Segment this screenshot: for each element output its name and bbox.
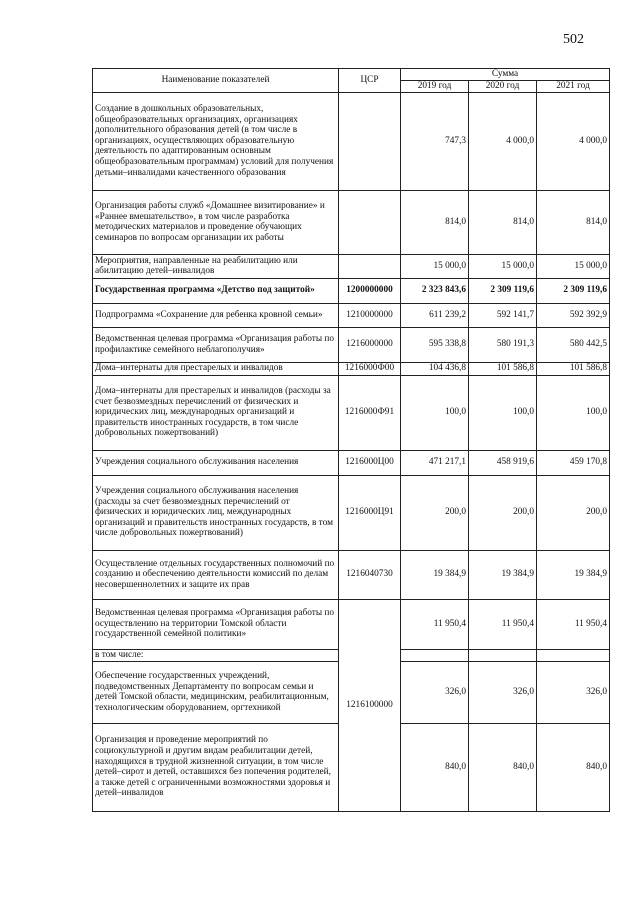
table-row: [93, 278, 610, 303]
row-value-2021: 200,0: [537, 475, 610, 550]
row-csr: 1216000Ц91: [339, 475, 401, 550]
header-year-2020: 2020 год: [469, 80, 537, 92]
header-year-2021: 2021 год: [537, 80, 610, 92]
row-value-2020: [469, 649, 537, 661]
row-csr: [339, 92, 401, 190]
header-year-2019: 2019 год: [401, 80, 469, 92]
row-name: Мероприятия, направленные на реабилитацию или абилитацию детей–инвалидов: [93, 254, 339, 278]
table-row: [93, 450, 610, 475]
row-value-2020: 2 309 119,6: [469, 278, 537, 303]
row-csr: 1216000Ф91: [339, 375, 401, 450]
row-value-2019: 471 217,1: [401, 450, 469, 475]
row-value-2021: 592 392,9: [537, 303, 610, 327]
row-value-2020: 15 000,0: [469, 254, 537, 278]
row-value-2019: 840,0: [401, 723, 469, 811]
row-value-2020: 11 950,4: [469, 599, 537, 649]
row-name: Обеспечение государственных учреждений, подведомственных Департаменту по вопросам семьи и детей Томской области, медицинским, реабилитационным, технологическим оборудованием, оргтехникой: [93, 661, 339, 723]
row-name: Осуществление отдельных государственных полномочий по созданию и обеспечению деятельности комиссий по делам несовершеннолетних и защите их прав: [93, 550, 339, 599]
row-value-2021: 326,0: [537, 661, 610, 723]
row-value-2020: 101 586,8: [469, 362, 537, 375]
row-value-2021: [537, 649, 610, 661]
row-value-2019: 2 323 843,6: [401, 278, 469, 303]
table-row: [93, 92, 610, 190]
table-row: [93, 327, 610, 362]
row-name: Дома–интернаты для престарелых и инвалидов (расходы за счет безвозмездных перечислений от физических и юридических лиц, международных организаций и правительств иностранных государств, в том числе добровольных пожертвований): [93, 375, 339, 450]
row-value-2020: 814,0: [469, 190, 537, 254]
row-value-2019: [401, 649, 469, 661]
row-name: Учреждения социального обслуживания населения (расходы за счет безвозмездных перечислений от физических и юридических лиц, международных организаций и правительств иностранных государств, в том числе добровольных пожертвований): [93, 475, 339, 550]
row-name: Ведомственная целевая программа «Организация работы по профилактике семейного неблагополучия»: [93, 327, 339, 362]
row-name: Дома–интернаты для престарелых и инвалидов: [93, 362, 339, 375]
row-value-2021: 814,0: [537, 190, 610, 254]
budget-table: [92, 68, 610, 812]
row-csr: [339, 254, 401, 278]
row-value-2021: 4 000,0: [537, 92, 610, 190]
table-row: [93, 190, 610, 254]
row-value-2021: 19 384,9: [537, 550, 610, 599]
row-name: Подпрограмма «Сохранение для ребенка кровной семьи»: [93, 303, 339, 327]
row-value-2020: 200,0: [469, 475, 537, 550]
header-csr: ЦСР: [339, 69, 401, 93]
row-value-2019: 814,0: [401, 190, 469, 254]
row-value-2019: 595 338,8: [401, 327, 469, 362]
row-value-2019: 326,0: [401, 661, 469, 723]
row-name: Организация работы служб «Домашнее визитирование» и «Раннее вмешательство», в том числе разработка методических материалов и проведение обучающих семинаров по вопросам организации их работы: [93, 190, 339, 254]
row-name: Организация и проведение мероприятий по социокультурной и другим видам реабилитации детей, находящихся в трудной жизненной ситуации, в том числе детей–сирот и детей, оставшихся без попечения родителей, а также детей с ограниченными возможностями здоровья и детей–инвалидов: [93, 723, 339, 811]
row-value-2019: 104 436,8: [401, 362, 469, 375]
page-number: 502: [563, 32, 584, 47]
row-value-2020: 19 384,9: [469, 550, 537, 599]
row-value-2019: 15 000,0: [401, 254, 469, 278]
row-csr: 1216000000: [339, 327, 401, 362]
row-value-2019: 11 950,4: [401, 599, 469, 649]
row-value-2020: 840,0: [469, 723, 537, 811]
table-row: [93, 254, 610, 278]
row-csr: 1200000000: [339, 278, 401, 303]
row-value-2021: 101 586,8: [537, 362, 610, 375]
row-value-2019: 200,0: [401, 475, 469, 550]
row-csr: 1216000Ц00: [339, 450, 401, 475]
table-row: [93, 375, 610, 450]
row-csr: 1216000Ф00: [339, 362, 401, 375]
header-name: Наименование показателей: [93, 69, 339, 93]
row-csr: 1216040730: [339, 550, 401, 599]
table-row: [93, 599, 610, 649]
row-value-2020: 100,0: [469, 375, 537, 450]
row-name: Государственная программа «Детство под защитой»: [93, 278, 339, 303]
row-value-2020: 592 141,7: [469, 303, 537, 327]
row-value-2021: 15 000,0: [537, 254, 610, 278]
row-value-2019: 611 239,2: [401, 303, 469, 327]
table-row: [93, 303, 610, 327]
row-csr: 1210000000: [339, 303, 401, 327]
row-value-2021: 580 442,5: [537, 327, 610, 362]
row-value-2019: 19 384,9: [401, 550, 469, 599]
row-value-2019: 100,0: [401, 375, 469, 450]
header-sum: Сумма: [401, 69, 610, 81]
row-value-2020: 458 919,6: [469, 450, 537, 475]
row-value-2020: 4 000,0: [469, 92, 537, 190]
row-value-2020: 326,0: [469, 661, 537, 723]
row-name: Создание в дошкольных образовательных, общеобразовательных организациях, организациях дополнительного образования детей (в том числе в организациях, осуществляющих образовательную деятельность по адаптированным основным общеобразовательным программам) условий для получения детьми–инвалидами качественного образования: [93, 92, 339, 190]
row-value-2020: 580 191,3: [469, 327, 537, 362]
row-value-2021: 2 309 119,6: [537, 278, 610, 303]
row-value-2019: 747,3: [401, 92, 469, 190]
row-value-2021: 840,0: [537, 723, 610, 811]
in-that-number-label: в том числе:: [93, 649, 339, 661]
row-value-2021: 11 950,4: [537, 599, 610, 649]
table-row: [93, 550, 610, 599]
row-csr: 1216100000: [339, 599, 401, 811]
table-row: [93, 362, 610, 375]
row-value-2021: 459 170,8: [537, 450, 610, 475]
row-value-2021: 100,0: [537, 375, 610, 450]
row-name: Ведомственная целевая программа «Организация работы по осуществлению на территории Томской области государственной семейной политики»: [93, 599, 339, 649]
row-name: Учреждения социального обслуживания населения: [93, 450, 339, 475]
table-row: [93, 475, 610, 550]
row-csr: [339, 190, 401, 254]
